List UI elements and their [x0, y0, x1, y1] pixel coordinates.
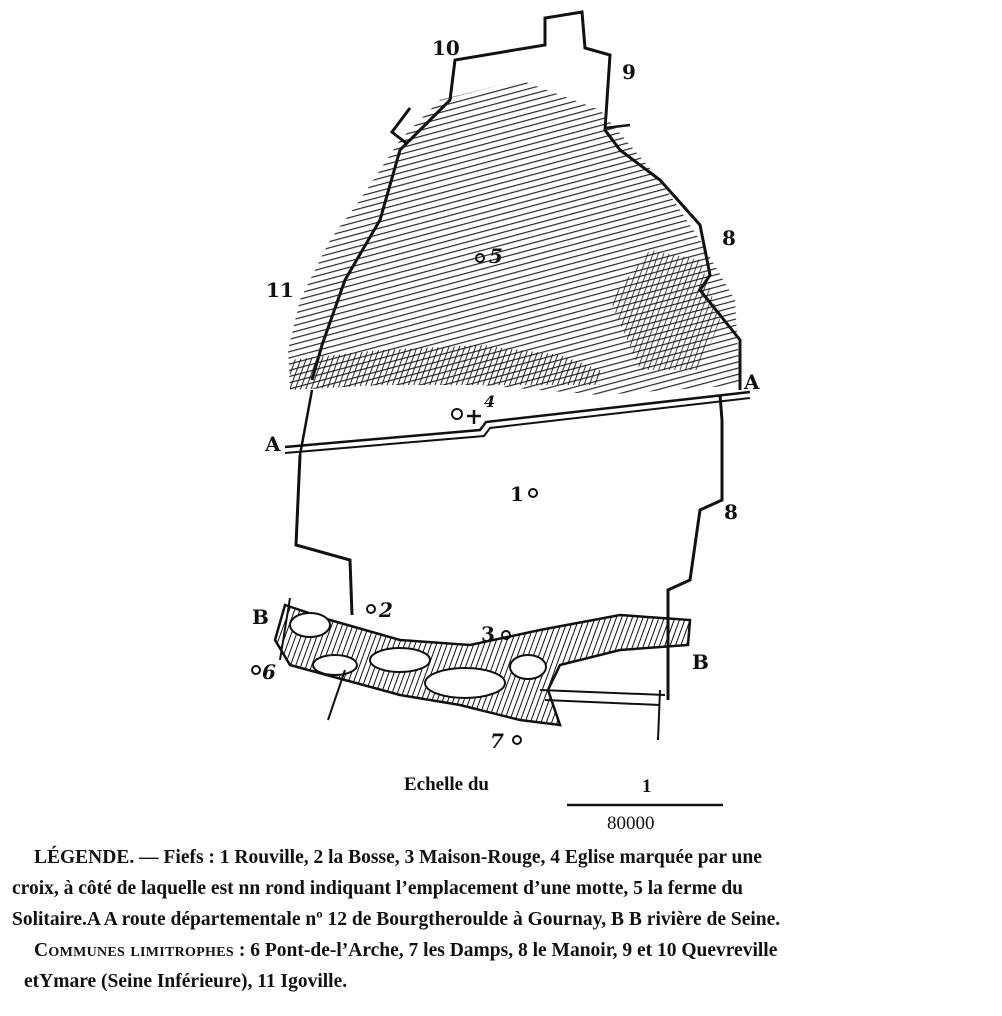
label-a-left: A — [265, 432, 281, 456]
label-2: 2 — [379, 598, 393, 622]
label-b-left: B — [252, 605, 269, 629]
legend-line-2: croix, à côté de laquelle est nn rond indiquant l’emplacement d’une motte, 5 la ferme du — [12, 878, 744, 899]
river-cross-line — [658, 690, 660, 740]
scale-prefix: Echelle du — [404, 774, 489, 795]
marker-1 — [529, 489, 537, 497]
label-7: 7 — [490, 729, 504, 753]
legend-line-3: Solitaire.A A route départementale nº 12 de Bourgtheroulde à Gournay, B B rivière de Seine. — [12, 909, 781, 930]
river-island — [290, 613, 330, 637]
scale-denominator: 80000 — [607, 813, 655, 834]
label-8-north: 8 — [722, 226, 736, 250]
label-1: 1 — [510, 482, 524, 506]
river-island — [370, 648, 430, 672]
label-11: 11 — [266, 278, 294, 302]
legend-line-5: etYmare (Seine Inférieure), 11 Igoville. — [24, 971, 348, 992]
label-4: 4 — [484, 392, 496, 411]
legend-fiefs: — Fiefs : 1 Rouville, 2 la Bosse, 3 Maison-Rouge, 4 Eglise marquée par une — [134, 847, 762, 868]
river-channel — [545, 700, 660, 705]
marker-4-motte — [452, 409, 462, 419]
marker-6 — [252, 666, 260, 674]
church-cross-icon — [467, 410, 481, 424]
road-aa-edge — [285, 398, 750, 453]
legend — [12, 842, 992, 997]
label-b-right: B — [692, 650, 709, 674]
label-9: 9 — [622, 60, 636, 84]
legend-line-4 — [12, 935, 992, 966]
legend-communes-heading: Communes limitrophes — [34, 940, 234, 961]
label-a-right: A — [744, 370, 760, 394]
road-aa — [285, 392, 750, 447]
scale-numerator: 1 — [642, 776, 652, 797]
label-10: 10 — [432, 36, 460, 60]
river-island — [313, 655, 357, 675]
legend-line-1 — [12, 842, 992, 873]
legend-heading: LÉGENDE. — [34, 847, 135, 868]
river-channel — [540, 690, 665, 695]
label-8-east: 8 — [724, 500, 738, 524]
marker-2 — [367, 605, 375, 613]
river-island — [425, 668, 505, 698]
label-3: 3 — [481, 622, 495, 646]
marker-7 — [513, 736, 521, 744]
label-5: 5 — [489, 244, 503, 268]
legend-communes: : 6 Pont-de-l’Arche, 7 les Damps, 8 le Manoir, 9 et 10 Quevreville — [233, 940, 778, 961]
river-island — [510, 655, 546, 679]
label-6: 6 — [262, 660, 276, 684]
